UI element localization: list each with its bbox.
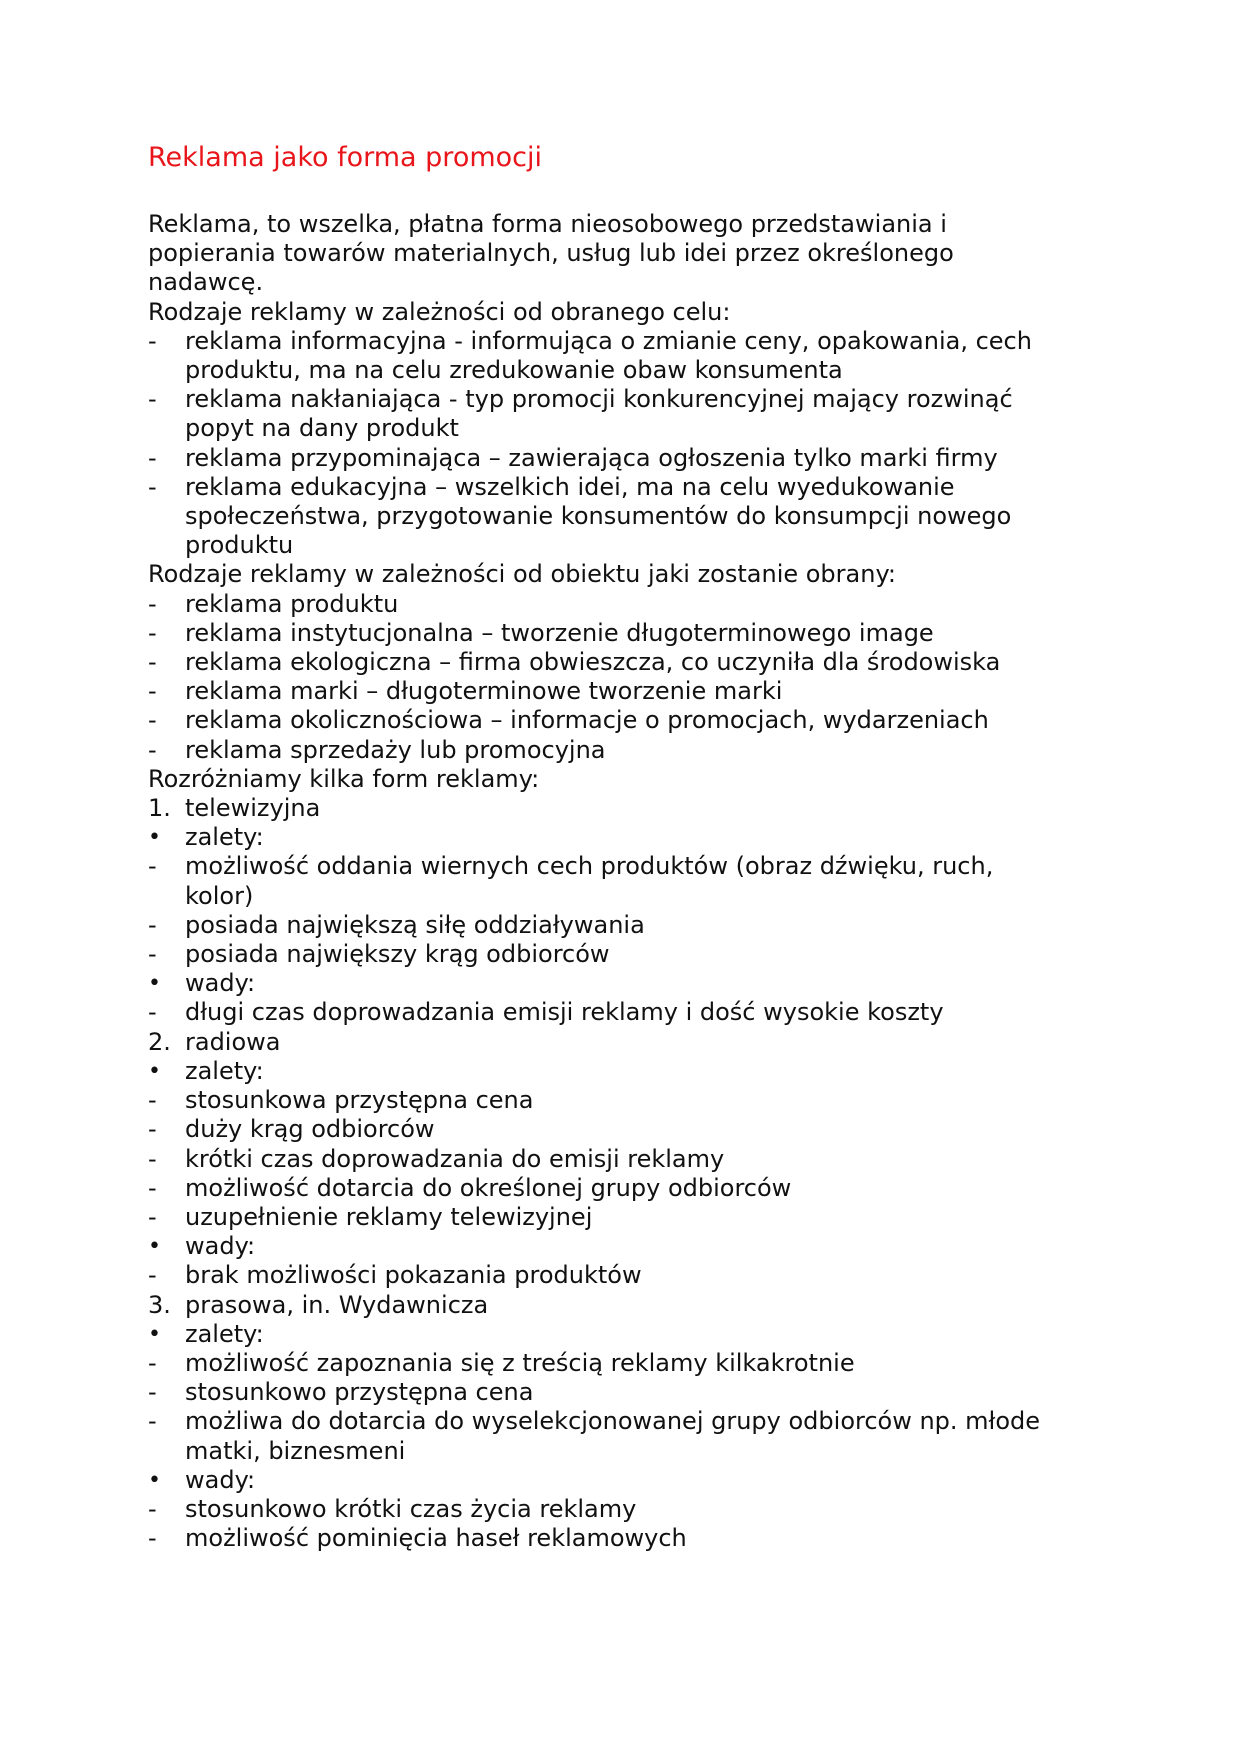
- line-text: zalety:: [185, 1319, 264, 1348]
- list-item: [148, 385, 1108, 414]
- line-text: możliwość oddania wiernych cech produktów (obraz dźwięku, ruch,: [185, 852, 994, 881]
- line-text: reklama przypominająca – zawierająca ogłoszenia tylko marki firmy: [185, 443, 998, 472]
- section-heading: [148, 560, 1108, 589]
- line-text: radiowa: [185, 1027, 281, 1056]
- line-text: kolor): [185, 881, 254, 910]
- line-text: społeczeństwa, przygotowanie konsumentów do konsumpcji nowego: [185, 502, 1012, 531]
- line-text: matki, biznesmeni: [185, 1436, 406, 1465]
- list-item: [148, 648, 1108, 677]
- line-text: duży krąg odbiorców: [185, 1115, 435, 1144]
- list-item-continuation: [148, 502, 1108, 531]
- line-text: produktu: [185, 531, 294, 560]
- line-text: wady:: [185, 1232, 256, 1261]
- dash-marker: -: [148, 706, 157, 735]
- bullet-marker: •: [148, 825, 161, 851]
- list-item: [148, 1349, 1108, 1378]
- dash-marker: -: [148, 1494, 157, 1523]
- line-text: stosunkowo przystępna cena: [185, 1378, 534, 1407]
- dash-marker: -: [148, 1144, 157, 1173]
- line-text: reklama informacyjna - informująca o zmianie ceny, opakowania, cech: [185, 326, 1032, 355]
- list-item-continuation: [148, 356, 1108, 385]
- list-item: [148, 590, 1108, 619]
- bullet-marker: •: [148, 971, 161, 997]
- dash-marker: -: [148, 910, 157, 939]
- line-text: zalety:: [185, 823, 264, 852]
- line-text: Rozróżniamy kilka form reklamy:: [148, 764, 540, 793]
- number-marker: 1.: [148, 794, 171, 823]
- dash-marker: -: [148, 677, 157, 706]
- section-heading: [148, 765, 1108, 794]
- line-text: reklama marki – długoterminowe tworzenie marki: [185, 677, 783, 706]
- list-item: [148, 1203, 1108, 1232]
- list-item-continuation: [148, 1437, 1108, 1466]
- dash-marker: -: [148, 472, 157, 501]
- line-text: reklama okolicznościowa – informacje o promocjach, wydarzeniach: [185, 706, 989, 735]
- indent: [148, 531, 185, 560]
- dash-marker: -: [148, 1202, 157, 1231]
- line-text: możliwa do dotarcia do wyselekcjonowanej grupy odbiorców np. młode: [185, 1407, 1041, 1436]
- line-text: długi czas doprowadzania emisji reklamy i dość wysokie koszty: [185, 998, 944, 1027]
- line-text: Rodzaje reklamy w zależności od obranego celu:: [148, 297, 731, 326]
- list-item: [148, 1086, 1108, 1115]
- list-item: [148, 1320, 1108, 1349]
- list-item: [148, 444, 1108, 473]
- dash-marker: -: [148, 1173, 157, 1202]
- intro-line: popierania towarów materialnych, usług lub idei przez określonego: [148, 239, 954, 268]
- bullet-marker: •: [148, 1234, 161, 1260]
- list-item: [148, 736, 1108, 765]
- dash-marker: -: [148, 1524, 157, 1553]
- line-text: telewizyjna: [185, 794, 321, 823]
- dash-marker: -: [148, 852, 157, 881]
- dash-marker: -: [148, 940, 157, 969]
- line-text: stosunkowa przystępna cena: [185, 1086, 534, 1115]
- list-item: [148, 706, 1108, 735]
- document-body: [148, 298, 1108, 1554]
- dash-marker: -: [148, 648, 157, 677]
- list-item-continuation: [148, 531, 1108, 560]
- list-item: [148, 1524, 1108, 1553]
- list-item: [148, 1028, 1108, 1057]
- list-item: [148, 1174, 1108, 1203]
- list-item: [148, 1115, 1108, 1144]
- line-text: reklama nakłaniająca - typ promocji konkurencyjnej mający rozwinąć: [185, 385, 1013, 414]
- line-text: prasowa, in. Wydawnicza: [185, 1290, 489, 1319]
- indent: [148, 356, 185, 385]
- dash-marker: -: [148, 443, 157, 472]
- line-text: reklama edukacyjna – wszelkich idei, ma na celu wyedukowanie: [185, 472, 955, 501]
- indent: [148, 1437, 185, 1466]
- intro-line: Reklama, to wszelka, płatna forma nieosobowego przedstawiania i: [148, 210, 947, 238]
- line-text: zalety:: [185, 1056, 264, 1085]
- line-text: Rodzaje reklamy w zależności od obiektu jaki zostanie obrany:: [148, 560, 896, 589]
- line-text: popyt na dany produkt: [185, 414, 459, 443]
- dash-marker: -: [148, 618, 157, 647]
- line-text: możliwość pominięcia haseł reklamowych: [185, 1524, 687, 1553]
- bullet-marker: •: [148, 1321, 161, 1347]
- section-heading: [148, 298, 1108, 327]
- indent: [148, 502, 185, 531]
- list-item-continuation: [148, 882, 1108, 911]
- indent: [148, 414, 185, 443]
- dash-marker: -: [148, 385, 157, 414]
- list-item: [148, 1057, 1108, 1086]
- list-item: [148, 940, 1108, 969]
- line-text: reklama sprzedaży lub promocyjna: [185, 735, 606, 764]
- list-item: [148, 852, 1108, 881]
- list-item: [148, 327, 1108, 356]
- bullet-marker: •: [148, 1467, 161, 1493]
- line-text: stosunkowo krótki czas życia reklamy: [185, 1494, 637, 1523]
- number-marker: 3.: [148, 1290, 171, 1319]
- dash-marker: -: [148, 1407, 157, 1436]
- list-item: [148, 969, 1108, 998]
- line-text: reklama instytucjonalna – tworzenie długoterminowego image: [185, 618, 934, 647]
- line-text: posiada największy krąg odbiorców: [185, 940, 610, 969]
- dash-marker: -: [148, 735, 157, 764]
- intro-line: nadawcę.: [148, 268, 264, 297]
- list-item: [148, 794, 1108, 823]
- line-text: możliwość zapoznania się z treścią reklamy kilkakrotnie: [185, 1348, 855, 1377]
- list-item: [148, 1407, 1108, 1436]
- list-item: [148, 823, 1108, 852]
- dash-marker: -: [148, 1348, 157, 1377]
- number-marker: 2.: [148, 1027, 171, 1056]
- dash-marker: -: [148, 326, 157, 355]
- dash-marker: -: [148, 1086, 157, 1115]
- list-item: [148, 1145, 1108, 1174]
- line-text: wady:: [185, 1465, 256, 1494]
- list-item: [148, 998, 1108, 1027]
- dash-marker: -: [148, 589, 157, 618]
- list-item: [148, 1232, 1108, 1261]
- list-item: [148, 911, 1108, 940]
- document-title: Reklama jako forma promocji: [148, 142, 543, 173]
- list-item: [148, 1466, 1108, 1495]
- line-text: produktu, ma na celu zredukowanie obaw konsumenta: [185, 356, 843, 385]
- list-item: [148, 473, 1108, 502]
- line-text: uzupełnienie reklamy telewizyjnej: [185, 1202, 593, 1231]
- dash-marker: -: [148, 1115, 157, 1144]
- list-item: [148, 619, 1108, 648]
- list-item: [148, 1291, 1108, 1320]
- line-text: możliwość dotarcia do określonej grupy odbiorców: [185, 1173, 792, 1202]
- document-page: [148, 140, 1108, 1553]
- list-item: [148, 1261, 1108, 1290]
- line-text: wady:: [185, 969, 256, 998]
- dash-marker: -: [148, 1378, 157, 1407]
- list-item: [148, 1378, 1108, 1407]
- list-item-continuation: [148, 414, 1108, 443]
- line-text: krótki czas doprowadzania do emisji reklamy: [185, 1144, 725, 1173]
- dash-marker: -: [148, 1261, 157, 1290]
- intro-paragraph: [148, 210, 1108, 298]
- line-text: posiada największą siłę oddziaływania: [185, 910, 645, 939]
- line-text: reklama produktu: [185, 589, 399, 618]
- indent: [148, 882, 185, 911]
- list-item: [148, 677, 1108, 706]
- bullet-marker: •: [148, 1058, 161, 1084]
- dash-marker: -: [148, 998, 157, 1027]
- line-text: brak możliwości pokazania produktów: [185, 1261, 642, 1290]
- list-item: [148, 1495, 1108, 1524]
- line-text: reklama ekologiczna – firma obwieszcza, co uczyniła dla środowiska: [185, 648, 1001, 677]
